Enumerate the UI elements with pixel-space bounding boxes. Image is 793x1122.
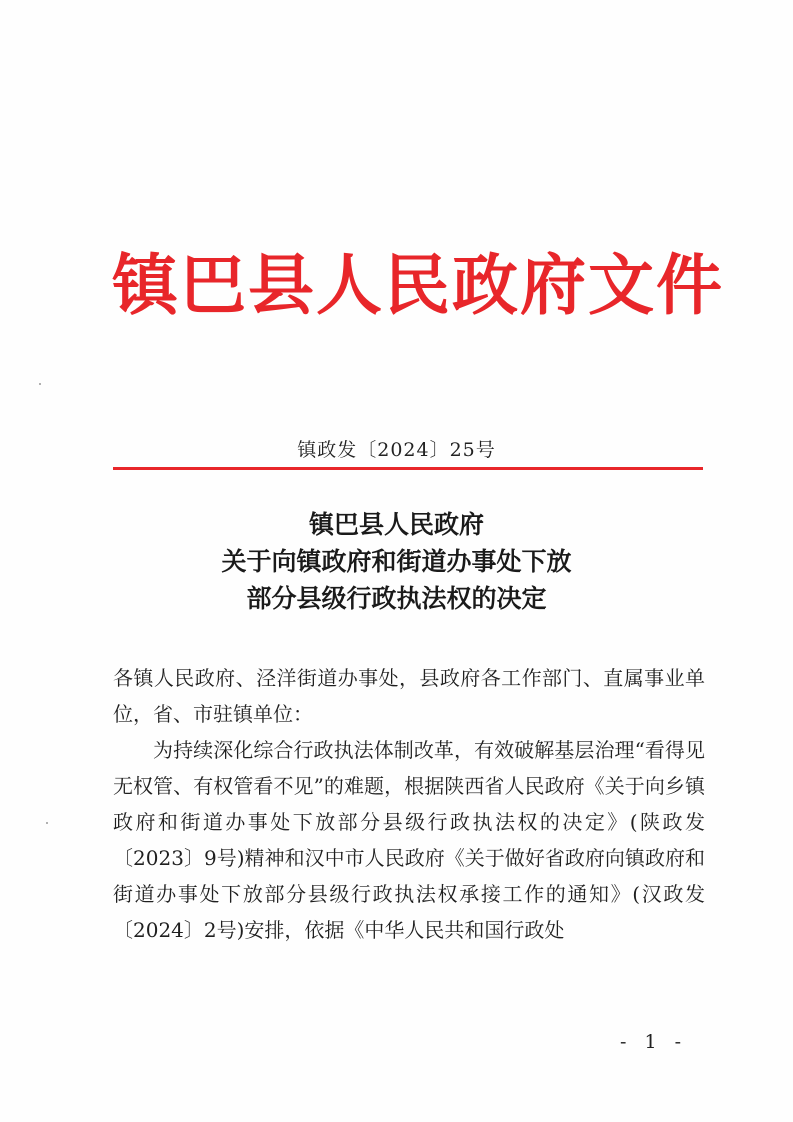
body-paragraph: 为持续深化综合行政执法体制改革，有效破解基层治理“看得见无权管、有权管看不见”的难题，根据陕西省人民政府《关于向乡镇政府和街道办事处下放部分县级行政执法权的决定》(陕政发〔2023〕9号)精神和汉中市人民政府《关于做好省政府向镇政府和街道办事处下放部分县级行政执法权承接工作的通知》(汉政发〔2024〕2号)安排，依据《中华人民共和国行政处 — [113, 738, 705, 942]
scan-speck — [46, 822, 48, 824]
document-title — [0, 506, 793, 617]
red-separator-line — [113, 467, 703, 470]
page-number: - 1 - — [620, 1031, 688, 1053]
title-line-3: 部分县级行政执法权的决定 — [246, 584, 547, 613]
masthead-title: 镇巴县人民政府文件 — [112, 246, 724, 324]
title-line-1: 镇巴县人民政府 — [308, 510, 484, 539]
title-line-2: 关于向镇政府和街道办事处下放 — [221, 547, 572, 576]
salutation: 各镇人民政府、泾洋街道办事处，县政府各工作部门、直属事业单位，省、市驻镇单位： — [113, 666, 705, 726]
document-number: 镇政发〔2024〕25号 — [297, 439, 496, 461]
scan-speck — [39, 383, 41, 385]
document-body — [113, 660, 705, 948]
